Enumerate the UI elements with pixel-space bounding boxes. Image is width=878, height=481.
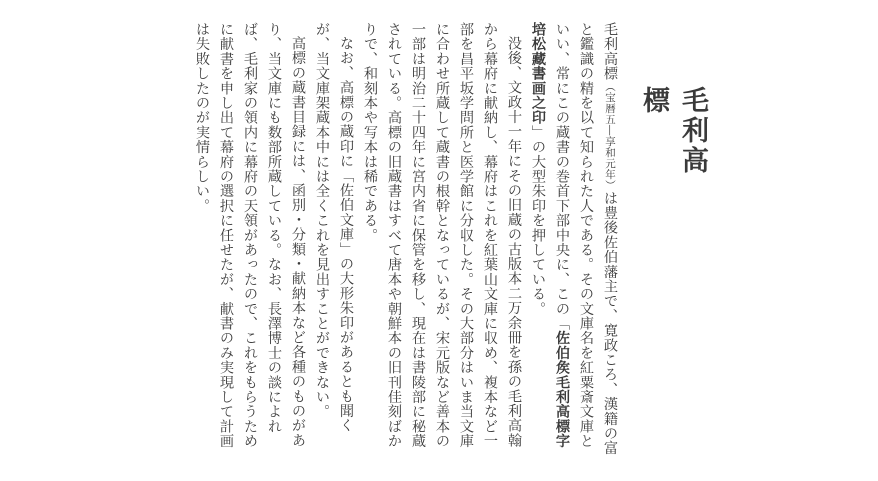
paragraph-1-lead: 毛利高標 bbox=[602, 22, 618, 81]
article-body bbox=[168, 22, 622, 462]
paragraph-1-tail: 」の大型朱印を押している。 bbox=[530, 124, 546, 317]
page-title: 毛利高標 bbox=[638, 86, 708, 176]
paragraph-3: なお、高標の蔵印に「佐伯文庫」の大形朱印があるとも聞くが、当文庫架蔵本中には全くこれを見出すことができない。 bbox=[314, 22, 354, 434]
paragraph-4: 高標の蔵書目録には、函別・分類・献納本など各種のものがあり、当文庫にも数部所蔵している。なお、長澤博士の談によれば、毛利家の領内に幕府の天領があったので、これをもらうために献書を申し出て幕府の選択に任せたが、献書のみ実現して計画は失敗したのが実情らしい。 bbox=[194, 22, 306, 449]
date-note: （宝暦五―享和元年） bbox=[604, 80, 616, 191]
paragraph-1 bbox=[526, 22, 622, 462]
seal-inscription: 佐伯矦毛利高標字培松藏書画之印 bbox=[530, 22, 570, 449]
paragraph-2: 没後、文政十一年にその旧蔵の古版本二万余冊を孫の毛利高翰から幕府に献納し、幕府はこれを紅葉山文庫に収め、複本など一部を昌平坂学問所と医学館に分収した。その大部分はいま当文庫に合わせ所蔵して蔵書の根幹となっているが、宋元版など善本の一部は明治二十四年に宮内省に保管を移し、現在は書陵部に秘蔵されている。高標の旧蔵書はすべて唐本や朝鮮本の旧刊佳刻ばかりで、和刻本や写本は稀である。 bbox=[362, 22, 522, 449]
paragraph-1-text: は豊後佐伯藩主で、寛政ころ、漢籍の富と鑑識の精を以て知られた人である。その文庫名を紅粟斎文庫といい、常にこの蔵書の巻首下部中央に、この「 bbox=[554, 22, 618, 456]
